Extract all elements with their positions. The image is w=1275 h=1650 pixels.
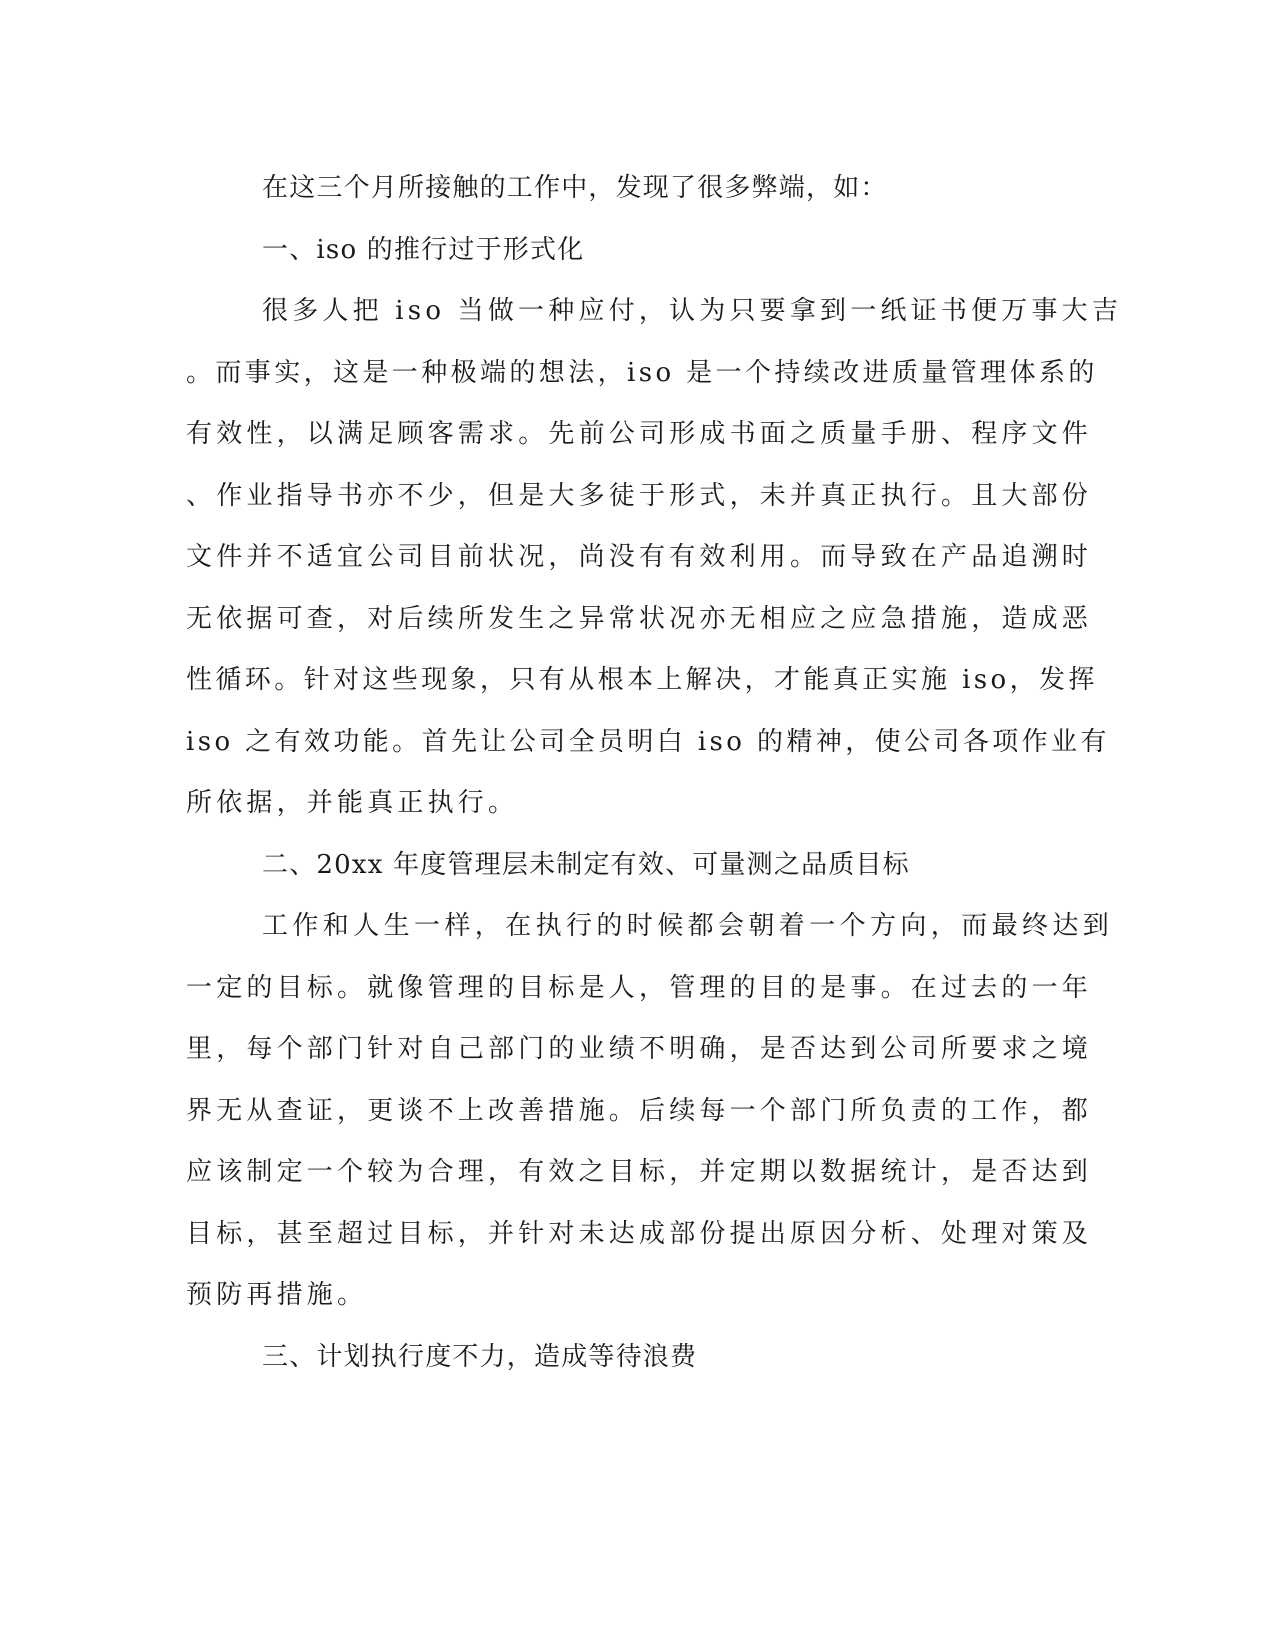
paragraph-line: 所依据，并能真正执行。 (186, 788, 519, 818)
paragraph-line: 目标，甚至超过目标，并针对未达成部份提出原因分析、处理对策及 (186, 1218, 1093, 1249)
paragraph-line: 工作和人生一样，在执行的时候都会朝着一个方向，而最终达到 (262, 911, 1114, 941)
paragraph-line: 、作业指导书亦不少，但是大多徒于形式，未并真正执行。且大部份 (186, 480, 1093, 511)
paragraph-line: iso 之有效功能。首先让公司全员明白 iso 的精神，使公司各项作业有 (186, 726, 1110, 757)
paragraph-line: 性循环。针对这些现象，只有从根本上解决，才能真正实施 iso，发挥 (186, 665, 1098, 695)
paragraph-line: 有效性，以满足顾客需求。先前公司形成书面之质量手册、程序文件 (186, 419, 1093, 449)
paragraph-line: 里，每个部门针对自己部门的业绩不明确，是否达到公司所要求之境 (186, 1034, 1093, 1064)
paragraph-line: 很多人把 iso 当做一种应付，认为只要拿到一纸证书便万事大吉 (262, 296, 1123, 326)
document-body (186, 158, 1123, 1388)
paragraph-line: 无依据可查，对后续所发生之异常状况亦无相应之应急措施，造成恶 (186, 603, 1093, 634)
paragraph-line: 应该制定一个较为合理，有效之目标，并定期以数据统计，是否达到 (186, 1157, 1093, 1187)
paragraph-line: 界无从查证，更谈不上改善措施。后续每一个部门所负责的工作，都 (186, 1095, 1093, 1126)
paragraph-line: 一定的目标。就像管理的目标是人，管理的目的是事。在过去的一年 (186, 972, 1093, 1003)
heading-3: 三、计划执行度不力，造成等待浪费 (262, 1341, 698, 1372)
intro-line: 在这三个月所接触的工作中，发现了很多弊端，如： (262, 173, 888, 203)
paragraph-line: 。而事实，这是一种极端的想法，iso 是一个持续改进质量管理体系的 (186, 357, 1098, 388)
heading-2: 二、20xx 年度管理层未制定有效、可量测之品质目标 (262, 849, 910, 880)
paragraph-line: 文件并不适宜公司目前状况，尚没有有效利用。而导致在产品追溯时 (186, 542, 1093, 572)
paragraph-line: 预防再措施。 (186, 1280, 368, 1310)
heading-1: 一、iso 的推行过于形式化 (262, 234, 585, 265)
